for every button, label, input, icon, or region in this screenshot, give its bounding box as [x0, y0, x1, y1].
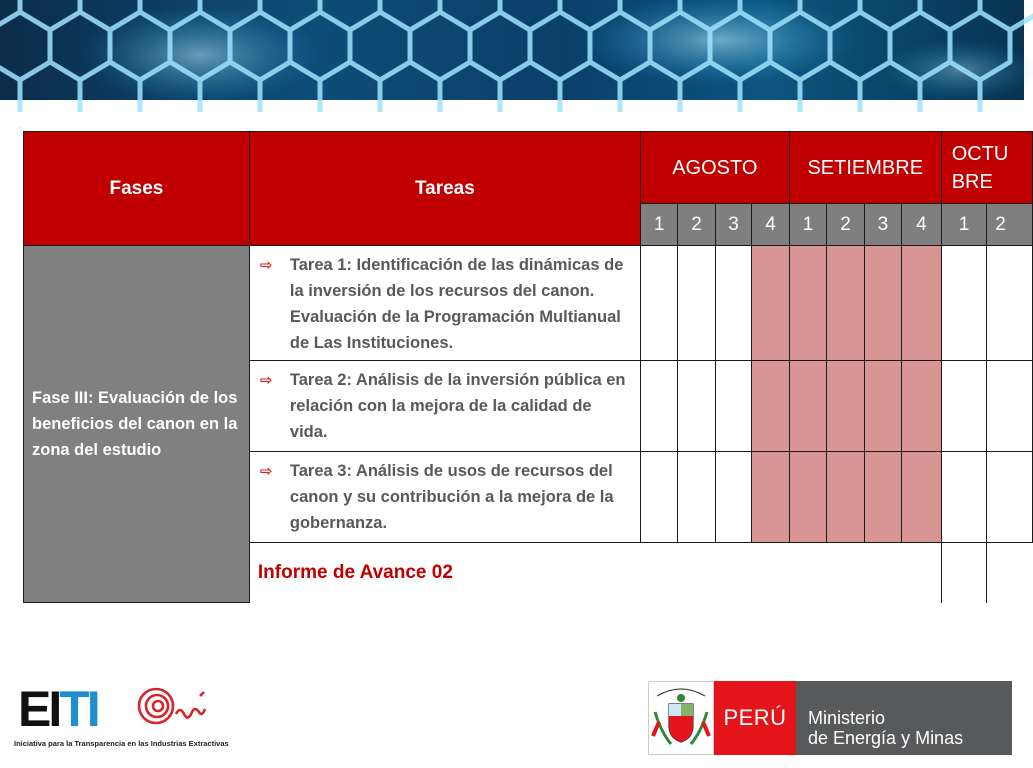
eiti-wordmark: EITI: [18, 681, 98, 737]
week-number: 2: [987, 204, 1033, 246]
header-banner: [0, 0, 1024, 100]
week-cell: [678, 452, 715, 543]
week-cell: [941, 361, 987, 452]
ministry-label: [796, 681, 1012, 755]
task-text: Tarea 1: Identificación de las dinámicas de la inversión de los recursos del canon. Evaluación de la Programación Multianual de Las Instituciones.: [289, 256, 624, 352]
week-cell: [640, 361, 677, 452]
week-number: 2: [827, 204, 864, 246]
week-cell: [640, 246, 677, 361]
ministry-line: de Energía y Minas: [808, 728, 964, 748]
week-number: 1: [640, 204, 677, 246]
task-cell: [249, 361, 640, 452]
week-number: 4: [902, 204, 942, 246]
week-number: 4: [752, 204, 790, 246]
week-cell: [864, 452, 901, 543]
milestone-label: Informe de Avance 02: [249, 543, 941, 603]
week-cell: [678, 246, 715, 361]
week-cell: [987, 452, 1033, 543]
week-cell: [715, 246, 751, 361]
tareas-header: Tareas: [249, 132, 640, 246]
week-cell: [678, 361, 715, 452]
week-cell: [789, 246, 826, 361]
minem-logo: [648, 681, 1012, 755]
peru-label: PERÚ: [714, 681, 796, 755]
week-cell: [902, 452, 942, 543]
week-cell: [987, 246, 1033, 361]
arrow-right-outline-icon: ⇨: [259, 372, 273, 389]
task-text: Tarea 2: Análisis de la inversión pública en relación con la mejora de la calidad de vida.: [289, 371, 626, 441]
week-cell: [752, 361, 790, 452]
eiti-logo: [14, 681, 264, 754]
week-cell: [640, 452, 677, 543]
peru-coat-of-arms-icon: [648, 681, 714, 755]
fases-header: Fases: [24, 132, 250, 246]
task-cell: [249, 452, 640, 543]
month-header-row: [24, 132, 1033, 204]
peru-brand-icon: [136, 684, 216, 728]
week-cell: [864, 361, 901, 452]
schedule-clip: [0, 120, 1009, 590]
week-cell: [941, 543, 987, 603]
month-octubre: OCTU BRE: [941, 132, 1032, 204]
week-number: 2: [678, 204, 715, 246]
week-cell: [789, 361, 826, 452]
task-cell: [249, 246, 640, 361]
week-cell: [941, 246, 987, 361]
slide-mark: .: [20, 124, 22, 130]
week-number: 1: [789, 204, 826, 246]
hexagon-pattern-icon: [0, 0, 1024, 100]
arrow-right-outline-icon: ⇨: [259, 463, 273, 480]
week-number: 3: [864, 204, 901, 246]
week-cell: [827, 361, 864, 452]
phase-cell: Fase III: Evaluación de los beneficios del canon en la zona del estudio: [24, 246, 250, 603]
schedule-table: [23, 131, 1033, 603]
month-agosto: AGOSTO: [640, 132, 789, 204]
week-cell: [827, 452, 864, 543]
week-cell: [902, 361, 942, 452]
month-setiembre: SETIEMBRE: [789, 132, 941, 204]
week-cell: [864, 246, 901, 361]
week-cell: [715, 361, 751, 452]
week-cell: [987, 543, 1033, 603]
week-cell: [752, 452, 790, 543]
week-cell: [902, 246, 942, 361]
week-cell: [987, 361, 1033, 452]
task-rows: [24, 246, 1033, 603]
week-cell: [752, 246, 790, 361]
week-cell: [789, 452, 826, 543]
table-row: [24, 246, 1033, 361]
ministry-line: Ministerio: [808, 708, 886, 728]
week-number: 3: [715, 204, 751, 246]
week-cell: [941, 452, 987, 543]
week-number: 1: [941, 204, 987, 246]
task-text: Tarea 3: Análisis de usos de recursos del canon y su contribución a la mejora de la gobernanza.: [289, 462, 614, 532]
eiti-tagline: Iniciativa para la Transparencia en las Industrias Extractivas: [14, 739, 229, 748]
arrow-right-outline-icon: ⇨: [259, 257, 273, 274]
week-cell: [827, 246, 864, 361]
week-cell: [715, 452, 751, 543]
